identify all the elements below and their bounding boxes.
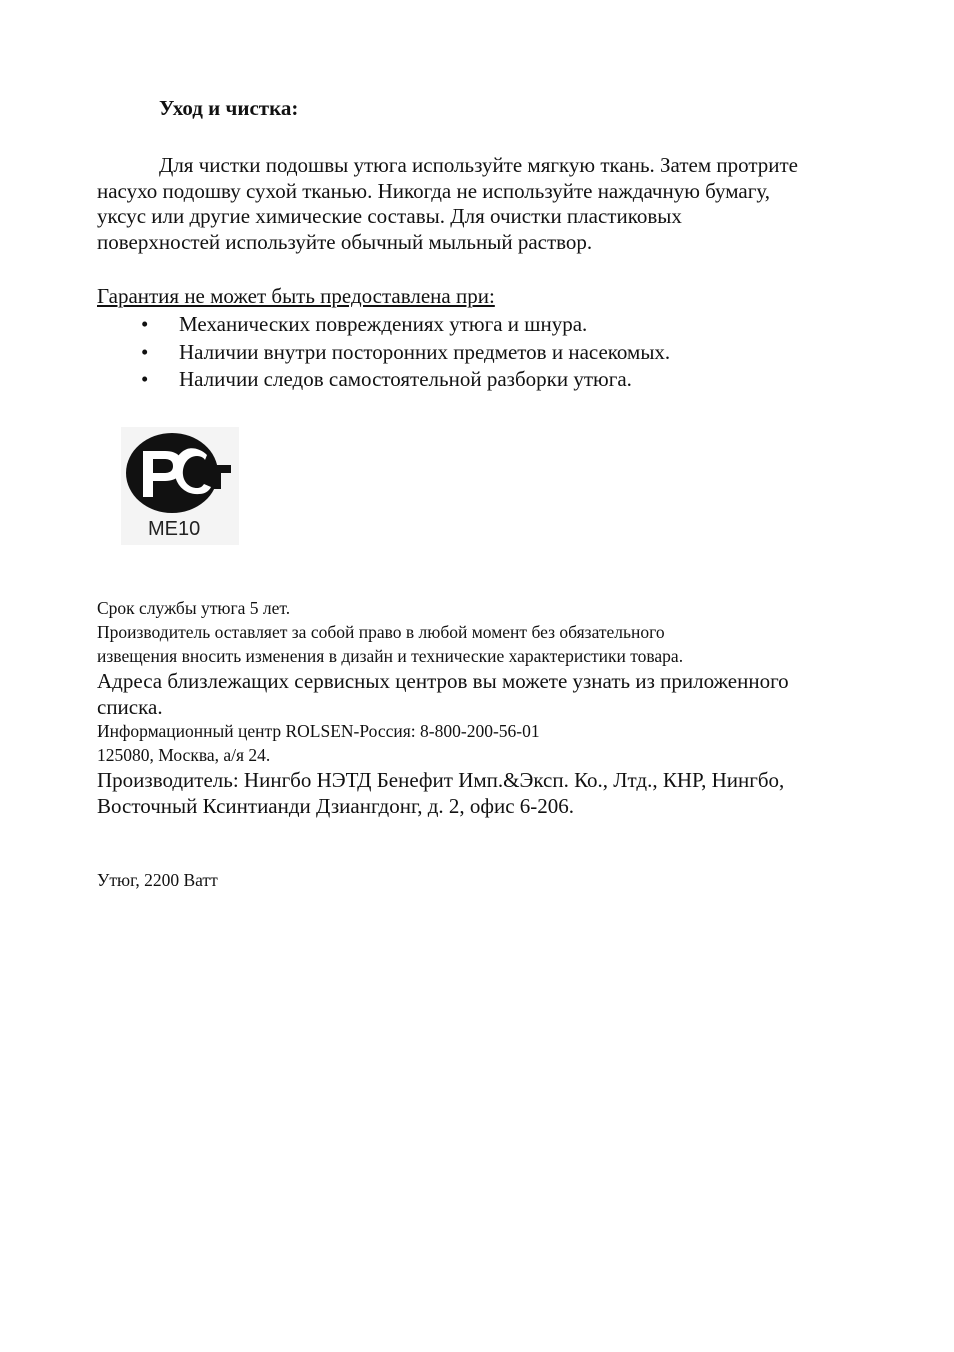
- care-line-2: насухо подошву сухой тканью. Никогда не используйте наждачную бумагу,: [97, 178, 771, 203]
- list-item-text: Наличии внутри посторонних предметов и насекомых.: [179, 339, 671, 364]
- list-item-text: Наличии следов самостоятельной разборки утюга.: [179, 367, 632, 391]
- certification-code: ME10: [148, 518, 201, 540]
- bullet-icon: •: [141, 367, 149, 391]
- service-life-text: Срок службы утюга 5 лет.: [97, 598, 291, 618]
- rights-text-line-2: извещения вносить изменения в дизайн и технические характеристики товара.: [97, 646, 684, 666]
- warranty-exclusions-list: [97, 311, 670, 394]
- bullet-icon: •: [141, 312, 149, 336]
- care-instructions: [97, 153, 867, 255]
- care-line-1: Для чистки подошвы утюга используйте мягкую ткань. Затем протрите: [159, 153, 799, 177]
- product-name: Утюг, 2200 Ватт: [97, 870, 218, 890]
- warranty-heading: Гарантия не может быть предоставлена при:: [97, 284, 495, 308]
- manufacturer-line-1: Производитель: Нингбо НЭТД Бенефит Имп.&Эксп. Ко., Лтд., КНР, Нингбо,: [97, 768, 785, 792]
- list-item: [97, 366, 670, 394]
- rights-text-line-1: Производитель оставляет за собой право в любой момент без обязательного: [97, 622, 665, 642]
- service-centers-line-2: списка.: [97, 695, 163, 719]
- section-heading: Уход и чистка:: [159, 96, 299, 120]
- care-line-3: уксус или другие химические составы. Для очистки пластиковых: [97, 204, 682, 228]
- manufacturer-line-2: Восточный Ксинтианди Дзиангдонг, д. 2, офис 6-206.: [97, 794, 575, 818]
- bullet-icon: •: [141, 339, 149, 364]
- list-item: [97, 339, 670, 367]
- pct-logo-icon: [121, 427, 239, 519]
- service-centers-line-1: Адреса близлежащих сервисных центров вы можете узнать из приложенного: [97, 669, 789, 693]
- care-line-4: поверхностей используйте обычный мыльный раствор.: [97, 229, 593, 254]
- info-center-text: Информационный центр ROLSEN-Россия: 8-800-200-56-01: [97, 721, 540, 741]
- pct-certification-logo: [121, 427, 239, 545]
- list-item-text: Механических повреждениях утюга и шнура.: [179, 312, 588, 336]
- postal-address: 125080, Москва, а/я 24.: [97, 745, 271, 765]
- list-item: [97, 311, 670, 339]
